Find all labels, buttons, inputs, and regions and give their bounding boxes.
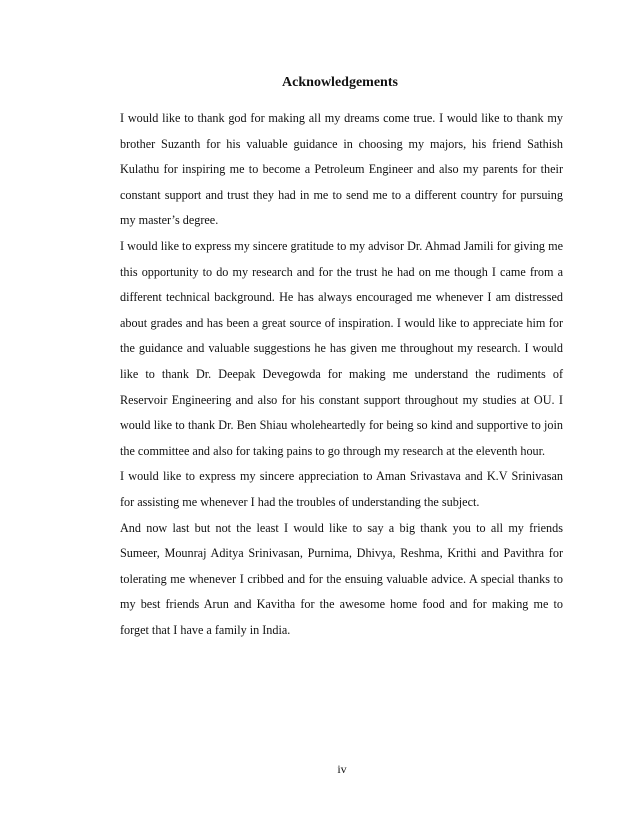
paragraph-4: And now last but not the least I would like to say a big thank you to all my friends Sumeer, Mounraj Aditya Srinivasan, Purnima, Dhivya, Reshma, Krithi and Pavithra for tolerating me whenever I cribbed and for the ensuing valuable advice. A special thanks to my best friends Arun and Kavitha for the awesome home food and for making me to forget that I have a family in India. [120, 520, 563, 637]
paragraph-2: I would like to express my sincere gratitude to my advisor Dr. Ahmad Jamili for giving me this opportunity to do my research and for the trust he had on me though I came from a different technical background. He has always encouraged me whenever I am distressed about grades and has been a great source of inspiration. I would like to appreciate him for the guidance and valuable suggestions he has given me throughout my research. I would like to thank Dr. Deepak Devegowda for making me understand the rudiments of Reservoir Engineering and also for his constant support throughout my studies at OU. I would like to thank Dr. Ben Shiau wholeheartedly for being so kind and supportive to join the committee and also for taking pains to go through my research at the eleventh hour. [120, 238, 563, 458]
paragraph-3: I would like to express my sincere appreciation to Aman Srivastava and K.V Srinivasan for assisting me whenever I had the troubles of understanding the subject. [120, 469, 563, 509]
page-number: iv [337, 762, 347, 776]
acknowledgements-body [120, 106, 563, 643]
page-title: Acknowledgements [282, 75, 398, 90]
paragraph-1: I would like to thank god for making all my dreams come true. I would like to thank my brother Suzanth for his valuable guidance in choosing my majors, his friend Sathish Kulathu for inspiring me to become a Petroleum Engineer and also my parents for their constant support and trust they had in me to send me to a different country for pursuing my master’s degree. [120, 111, 563, 228]
